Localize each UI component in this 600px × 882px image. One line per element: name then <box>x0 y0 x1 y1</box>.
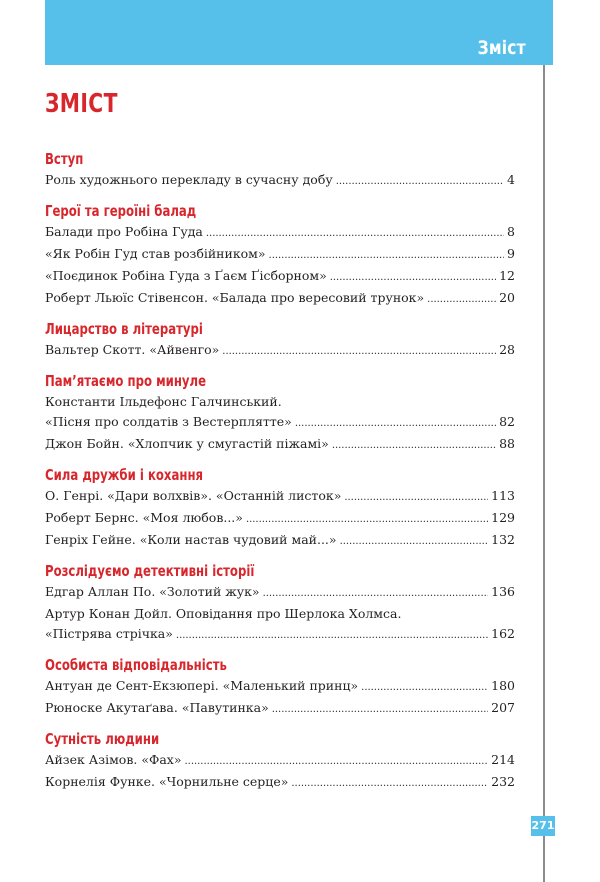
entry-page-number: 136 <box>491 584 515 599</box>
section-title: Особиста відповідальність <box>45 656 227 674</box>
dot-leader <box>295 414 496 434</box>
header-band <box>45 0 553 65</box>
toc-entry[interactable] <box>45 750 515 772</box>
section-title: Лицарство в літературі <box>45 320 203 338</box>
entry-page-number: 207 <box>491 700 515 715</box>
entry-title: Генріх Гейне. «Коли настав чудовий май...» <box>45 532 337 547</box>
entry-title: Айзек Азімов. «Фах» <box>45 752 182 767</box>
entry-page-number: 20 <box>499 290 515 305</box>
entry-title: Вальтер Скотт. «Айвенго» <box>45 342 220 357</box>
toc-section <box>45 148 515 192</box>
toc-section <box>45 318 515 362</box>
dot-leader <box>340 532 489 552</box>
toc-entry[interactable] <box>45 486 515 508</box>
section-title: Сила дружби і кохання <box>45 466 204 484</box>
toc-section <box>45 370 515 456</box>
entry-page-number: 132 <box>491 532 515 547</box>
entry-title: «Поєдинок Робіна Гуда з Ґаєм Ґісборном» <box>45 268 327 283</box>
page-title: ЗМІСТ <box>45 89 118 119</box>
entry-page-number: 180 <box>491 678 515 693</box>
section-title: Пам’ятаємо про минуле <box>45 372 207 390</box>
section-title: Вступ <box>45 150 84 168</box>
entry-page-number: 8 <box>507 224 515 239</box>
entry-page-number: 214 <box>491 752 515 767</box>
section-title: Герої та героїні балад <box>45 202 197 220</box>
toc-entry[interactable] <box>45 244 515 266</box>
entry-page-number: 9 <box>507 246 515 261</box>
entry-page-number: 162 <box>491 626 515 641</box>
entry-title: Балади про Робіна Гуда <box>45 224 203 239</box>
dot-leader <box>263 584 489 604</box>
entry-title: Корнелія Функе. «Чорнильне серце» <box>45 774 289 789</box>
entry-page-number: 28 <box>499 342 515 357</box>
entry-page-number: 12 <box>499 268 515 283</box>
toc-entry[interactable] <box>45 604 515 646</box>
dot-leader <box>336 172 504 192</box>
dot-leader <box>185 752 489 772</box>
toc-entry[interactable] <box>45 582 515 604</box>
dot-leader <box>427 290 496 310</box>
entry-page-number: 88 <box>499 436 515 451</box>
dot-leader <box>272 700 488 720</box>
entry-page-number: 129 <box>491 510 515 525</box>
toc-entry[interactable] <box>45 508 515 530</box>
dot-leader <box>176 626 488 646</box>
entry-title: Роберт Бернс. «Моя любов...» <box>45 510 243 525</box>
toc-section <box>45 654 515 720</box>
table-of-contents <box>45 148 515 802</box>
toc-entry[interactable] <box>45 266 515 288</box>
entry-page-number: 232 <box>491 774 515 789</box>
entry-title: Роль художнього перекладу в сучасну добу <box>45 172 333 187</box>
dot-leader <box>246 510 488 530</box>
dot-leader <box>330 268 496 288</box>
toc-entry[interactable] <box>45 434 515 456</box>
entry-page-number: 4 <box>507 172 515 187</box>
entry-title: Рюноске Акутаґава. «Павутинка» <box>45 700 269 715</box>
entry-title: «Як Робін Гуд став розбійником» <box>45 246 266 261</box>
dot-leader <box>332 436 496 456</box>
toc-entry[interactable] <box>45 698 515 720</box>
header-title: Зміст <box>477 37 526 59</box>
entry-title: Роберт Льюїс Стівенсон. «Балада про вересовий трунок» <box>45 290 425 305</box>
toc-section <box>45 560 515 646</box>
dot-leader <box>361 678 488 698</box>
entry-title: Едгар Аллан По. «Золотий жук» <box>45 584 260 599</box>
entry-title: «Пістрява стрічка» <box>45 626 173 641</box>
dot-leader <box>269 246 505 266</box>
toc-entry[interactable] <box>45 392 515 434</box>
dot-leader <box>344 488 488 508</box>
entry-title: «Пісня про солдатів з Вестерплятте» <box>45 414 292 429</box>
toc-entry[interactable] <box>45 530 515 552</box>
section-title: Сутність людини <box>45 730 160 748</box>
toc-entry[interactable] <box>45 170 515 192</box>
dot-leader <box>222 342 496 362</box>
toc-section <box>45 728 515 794</box>
entry-text-line: Артур Конан Дойл. Оповідання про Шерлока Холмса. <box>45 606 402 621</box>
entry-text-line: Константи Ільдефонс Галчинський. <box>45 394 282 409</box>
toc-section <box>45 464 515 552</box>
toc-entry[interactable] <box>45 288 515 310</box>
toc-section <box>45 200 515 310</box>
toc-entry[interactable] <box>45 222 515 244</box>
right-margin-rule <box>543 65 545 882</box>
dot-leader <box>291 774 488 794</box>
entry-title: О. Генрі. «Дари волхвів». «Останній листок» <box>45 488 342 503</box>
section-title: Розслідуємо детективні історії <box>45 562 255 580</box>
entry-page-number: 113 <box>491 488 515 503</box>
entry-page-number: 82 <box>499 414 515 429</box>
dot-leader <box>206 224 504 244</box>
toc-entry[interactable] <box>45 772 515 794</box>
toc-entry[interactable] <box>45 340 515 362</box>
entry-title: Джон Бойн. «Хлопчик у смугастій піжамі» <box>45 436 329 451</box>
entry-title: Антуан де Сент-Екзюпері. «Маленький принц» <box>45 678 359 693</box>
page-number: 271 <box>531 816 555 836</box>
toc-entry[interactable] <box>45 676 515 698</box>
